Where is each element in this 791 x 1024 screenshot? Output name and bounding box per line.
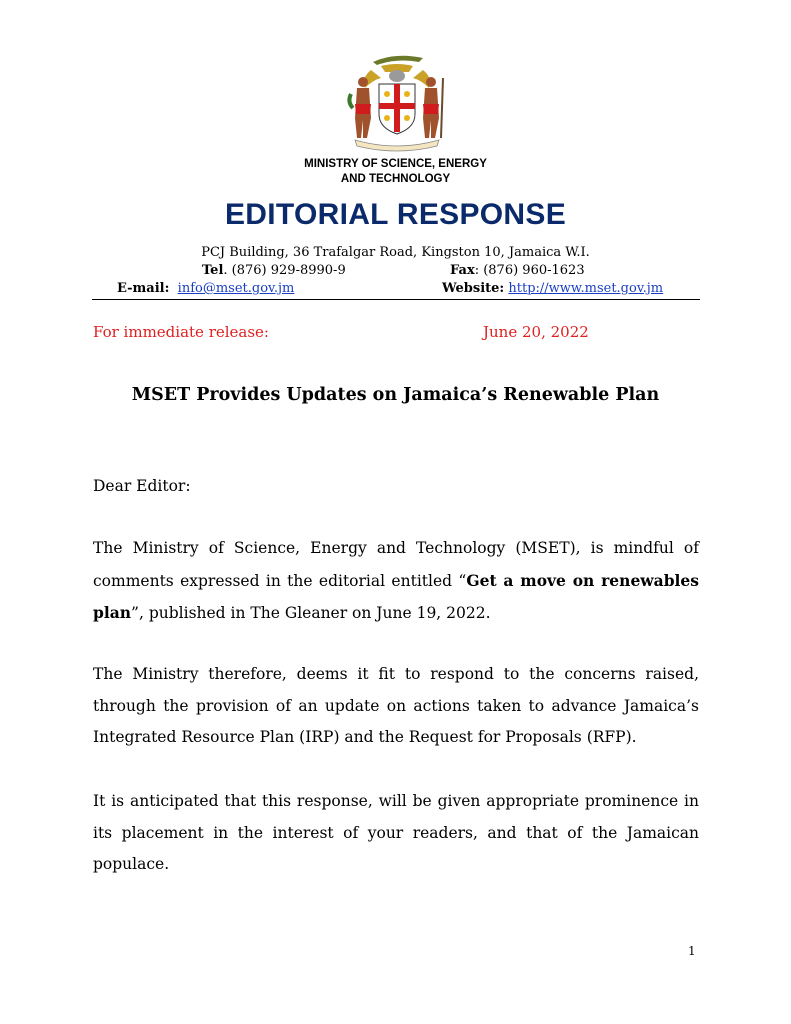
editorial-title: Get a move on renewables plan <box>93 570 700 622</box>
email-link[interactable]: info@mset.gov.jm <box>177 281 295 296</box>
paragraph-1-text-b: ”, published in The Gleaner on June 19, 2022. <box>131 604 491 622</box>
jamaica-coat-of-arms-icon <box>343 48 451 152</box>
fax-value: : (876) 960-1623 <box>474 263 585 278</box>
paragraph-1-text-a: The Ministry of Science, Energy and Technology (MSET), is mindful of comments expressed in the editorial entitled “ <box>93 539 699 590</box>
tel-label: Tel <box>202 263 224 278</box>
tel-value: . (876) 929-8990-9 <box>223 263 346 278</box>
salutation: Dear Editor: <box>93 477 191 495</box>
tel-line <box>202 263 346 278</box>
page-number: 1 <box>688 944 696 958</box>
release-label: For immediate release: <box>93 323 269 341</box>
release-date: June 20, 2022 <box>483 323 589 341</box>
email-label: E-mail: <box>117 281 170 296</box>
document-title: EDITORIAL RESPONSE <box>224 198 567 231</box>
paragraph-2: The Ministry therefore, deems it fit to respond to the concerns raised, through the provision of an update on actions taken to advance Jamaica’s Integrated Resource Plan (IRP) and the Request for Proposals (RFP). <box>93 665 699 746</box>
paragraph-3: It is anticipated that this response, will be given appropriate prominence in its placement in the interest of your readers, and that of the Jamaican populace. <box>93 792 699 873</box>
website-line <box>442 281 663 296</box>
website-label: Website: <box>442 281 505 296</box>
header-divider <box>92 299 700 300</box>
address-line: PCJ Building, 36 Trafalgar Road, Kingston 10, Jamaica W.I. <box>201 245 590 260</box>
ministry-name-line2: AND TECHNOLOGY <box>340 173 451 185</box>
fax-line <box>450 263 585 278</box>
fax-label: Fax <box>450 263 475 278</box>
headline: MSET Provides Updates on Jamaica’s Renewable Plan <box>131 385 660 405</box>
email-line <box>117 281 294 296</box>
website-link[interactable]: http://www.mset.gov.jm <box>508 281 664 296</box>
paragraph-1 <box>93 533 699 630</box>
ministry-name-line1: MINISTRY OF SCIENCE, ENERGY <box>304 158 487 170</box>
